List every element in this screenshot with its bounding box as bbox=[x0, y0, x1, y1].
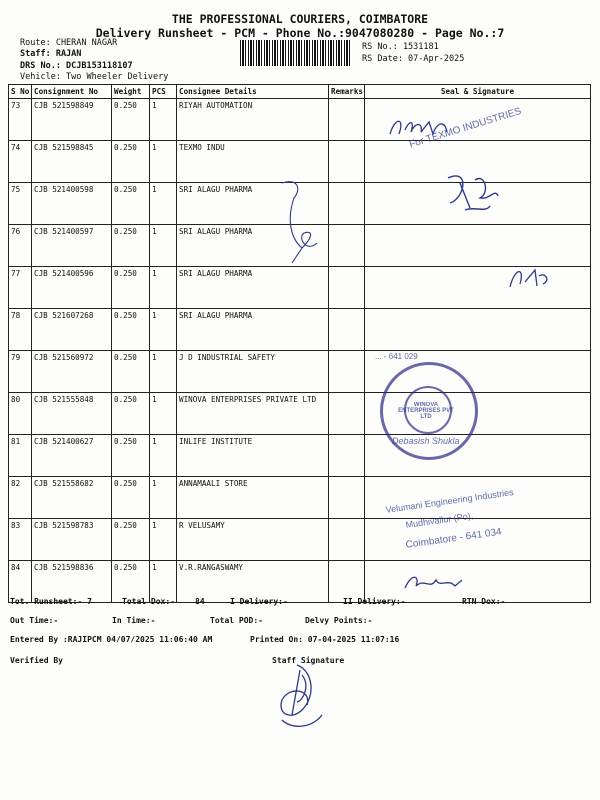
signature-row-77 bbox=[505, 262, 555, 292]
row-weight: 0.250 bbox=[112, 435, 150, 477]
staff-signature bbox=[262, 660, 332, 735]
row-weight: 0.250 bbox=[112, 183, 150, 225]
rs-number: RS No.: 1531181 bbox=[362, 42, 439, 52]
row-consignment-no: CJB 521607268 bbox=[32, 309, 112, 351]
row-pcs: 1 bbox=[150, 141, 177, 183]
row-sno: 80 bbox=[9, 393, 32, 435]
company-title: THE PROFESSIONAL COURIERS, COIMBATORE bbox=[171, 12, 429, 26]
barcode bbox=[240, 40, 352, 66]
row-sno: 81 bbox=[9, 435, 32, 477]
row-pcs: 1 bbox=[150, 435, 177, 477]
row-sno: 75 bbox=[9, 183, 32, 225]
row-pcs: 1 bbox=[150, 309, 177, 351]
signature-row-75 bbox=[440, 168, 510, 218]
row-consignee: SRI ALAGU PHARMA bbox=[177, 267, 329, 309]
jd-stamp: ... - 641 029 bbox=[375, 352, 418, 361]
table-row bbox=[9, 519, 591, 561]
row-consignee: SRI ALAGU PHARMA bbox=[177, 183, 329, 225]
row-weight: 0.250 bbox=[112, 141, 150, 183]
row-pcs: 1 bbox=[150, 351, 177, 393]
row-weight: 0.250 bbox=[112, 561, 150, 603]
route-label: Route: CHERAN NAGAR bbox=[20, 38, 118, 48]
runsheet-subtitle: Delivery Runsheet - PCM - Phone No.:9047080280 - Page No.:7 bbox=[95, 26, 505, 40]
col-pcs: PCS bbox=[150, 85, 177, 99]
col-remarks: Remarks bbox=[329, 85, 365, 99]
row-seal-signature bbox=[365, 267, 591, 309]
row-weight: 0.250 bbox=[112, 267, 150, 309]
runsheet-table bbox=[8, 84, 591, 603]
row-consignee: RIYAH AUTOMATION bbox=[177, 99, 329, 141]
vehicle-label: Vehicle: Two Wheeler Delivery bbox=[20, 72, 169, 82]
velumani-stamp-line1: Velumani Engineering Industries bbox=[385, 487, 515, 515]
row-remarks bbox=[329, 351, 365, 393]
drs-number: DRS No.: DCJB153118107 bbox=[20, 61, 133, 71]
row-pcs: 1 bbox=[150, 183, 177, 225]
row-weight: 0.250 bbox=[112, 477, 150, 519]
row-consignment-no: CJB 521598849 bbox=[32, 99, 112, 141]
row-sno: 82 bbox=[9, 477, 32, 519]
row-consignment-no: CJB 521598836 bbox=[32, 561, 112, 603]
col-consignment: Consignment No bbox=[32, 85, 112, 99]
rtn-dox: RTN Dox:- bbox=[462, 597, 506, 606]
entered-by: Entered By :RAJIPCM 04/07/2025 11:06:40 AM bbox=[10, 635, 213, 644]
printed-on: Printed On: 07-04-2025 11:07:16 bbox=[250, 635, 400, 644]
row-sno: 77 bbox=[9, 267, 32, 309]
row-remarks bbox=[329, 309, 365, 351]
row-pcs: 1 bbox=[150, 393, 177, 435]
row-weight: 0.250 bbox=[112, 309, 150, 351]
row-sno: 74 bbox=[9, 141, 32, 183]
row-consignee: SRI ALAGU PHARMA bbox=[177, 309, 329, 351]
staff-signature-label: Staff Signature bbox=[272, 656, 345, 665]
row-sno: 76 bbox=[9, 225, 32, 267]
table-header-row bbox=[9, 85, 591, 99]
row-sno: 73 bbox=[9, 99, 32, 141]
row-consignment-no: CJB 521400627 bbox=[32, 435, 112, 477]
row-weight: 0.250 bbox=[112, 225, 150, 267]
row-pcs: 1 bbox=[150, 225, 177, 267]
table-row bbox=[9, 309, 591, 351]
row-remarks bbox=[329, 477, 365, 519]
row-weight: 0.250 bbox=[112, 393, 150, 435]
total-pod: Total POD:- bbox=[210, 616, 263, 625]
row-remarks bbox=[329, 99, 365, 141]
row-consignee: TEXMO INDU bbox=[177, 141, 329, 183]
row-consignee: V.R.RANGASWAMY bbox=[177, 561, 329, 603]
row-consignment-no: CJB 521558682 bbox=[32, 477, 112, 519]
row-consignment-no: CJB 521400597 bbox=[32, 225, 112, 267]
col-weight: Weight bbox=[112, 85, 150, 99]
total-dox-value: 84 bbox=[195, 597, 205, 606]
row-sno: 84 bbox=[9, 561, 32, 603]
texmo-stamp: For TEXMO INDUSTRIES bbox=[408, 105, 523, 151]
i-delivery: I Delivery:- bbox=[230, 597, 288, 606]
staff-label: Staff: RAJAN bbox=[20, 49, 82, 59]
delvy-points: Delvy Points:- bbox=[305, 616, 373, 625]
row-consignee: SRI ALAGU PHARMA bbox=[177, 225, 329, 267]
row-remarks bbox=[329, 519, 365, 561]
row-sno: 78 bbox=[9, 309, 32, 351]
table-row bbox=[9, 351, 591, 393]
row-consignee: ANNAMAALI STORE bbox=[177, 477, 329, 519]
table-row bbox=[9, 435, 591, 477]
row-consignee: J D INDUSTRIAL SAFETY bbox=[177, 351, 329, 393]
table-row bbox=[9, 267, 591, 309]
row-consignment-no: CJB 521400596 bbox=[32, 267, 112, 309]
tot-runsheet: Tot. Runsheet:- 7 bbox=[10, 597, 92, 606]
out-time: Out Time:- bbox=[10, 616, 59, 625]
velumani-stamp-line3: Coimbatore - 641 034 bbox=[405, 526, 503, 551]
col-seal-signature: Seal & Signature bbox=[365, 85, 591, 99]
row-remarks bbox=[329, 267, 365, 309]
row-consignment-no: CJB 521555848 bbox=[32, 393, 112, 435]
row-consignment-no: CJB 521598783 bbox=[32, 519, 112, 561]
row-consignee: R VELUSAMY bbox=[177, 519, 329, 561]
signature-row-76 bbox=[272, 178, 342, 268]
row-remarks bbox=[329, 393, 365, 435]
col-consignee: Consignee Details bbox=[177, 85, 329, 99]
inlife-signature: Debasish Shukla bbox=[392, 436, 460, 446]
row-sno: 79 bbox=[9, 351, 32, 393]
row-remarks bbox=[329, 435, 365, 477]
ii-delivery: II Delivery:- bbox=[343, 597, 406, 606]
row-pcs: 1 bbox=[150, 267, 177, 309]
row-pcs: 1 bbox=[150, 519, 177, 561]
row-seal-signature bbox=[365, 225, 591, 267]
velumani-stamp-line2: Mudhivallur (Po), bbox=[405, 510, 474, 530]
total-dox-label: Total Dox:- bbox=[122, 597, 175, 606]
row-remarks bbox=[329, 141, 365, 183]
winova-seal-text: WINOVA ENTERPRISES PVT LTD bbox=[398, 402, 454, 420]
row-weight: 0.250 bbox=[112, 519, 150, 561]
row-consignment-no: CJB 521560972 bbox=[32, 351, 112, 393]
row-pcs: 1 bbox=[150, 477, 177, 519]
row-seal-signature bbox=[365, 309, 591, 351]
row-sno: 83 bbox=[9, 519, 32, 561]
row-pcs: 1 bbox=[150, 99, 177, 141]
row-weight: 0.250 bbox=[112, 351, 150, 393]
row-consignment-no: CJB 521400598 bbox=[32, 183, 112, 225]
col-sno: S No bbox=[9, 85, 32, 99]
row-consignment-no: CJB 521598845 bbox=[32, 141, 112, 183]
signature-row-84 bbox=[400, 568, 470, 594]
verified-by: Verified By bbox=[10, 656, 63, 665]
in-time: In Time:- bbox=[112, 616, 156, 625]
row-weight: 0.250 bbox=[112, 99, 150, 141]
row-pcs: 1 bbox=[150, 561, 177, 603]
row-consignee: WINOVA ENTERPRISES PRIVATE LTD bbox=[177, 393, 329, 435]
row-consignee: INLIFE INSTITUTE bbox=[177, 435, 329, 477]
rs-date: RS Date: 07-Apr-2025 bbox=[362, 54, 465, 64]
table-row bbox=[9, 393, 591, 435]
